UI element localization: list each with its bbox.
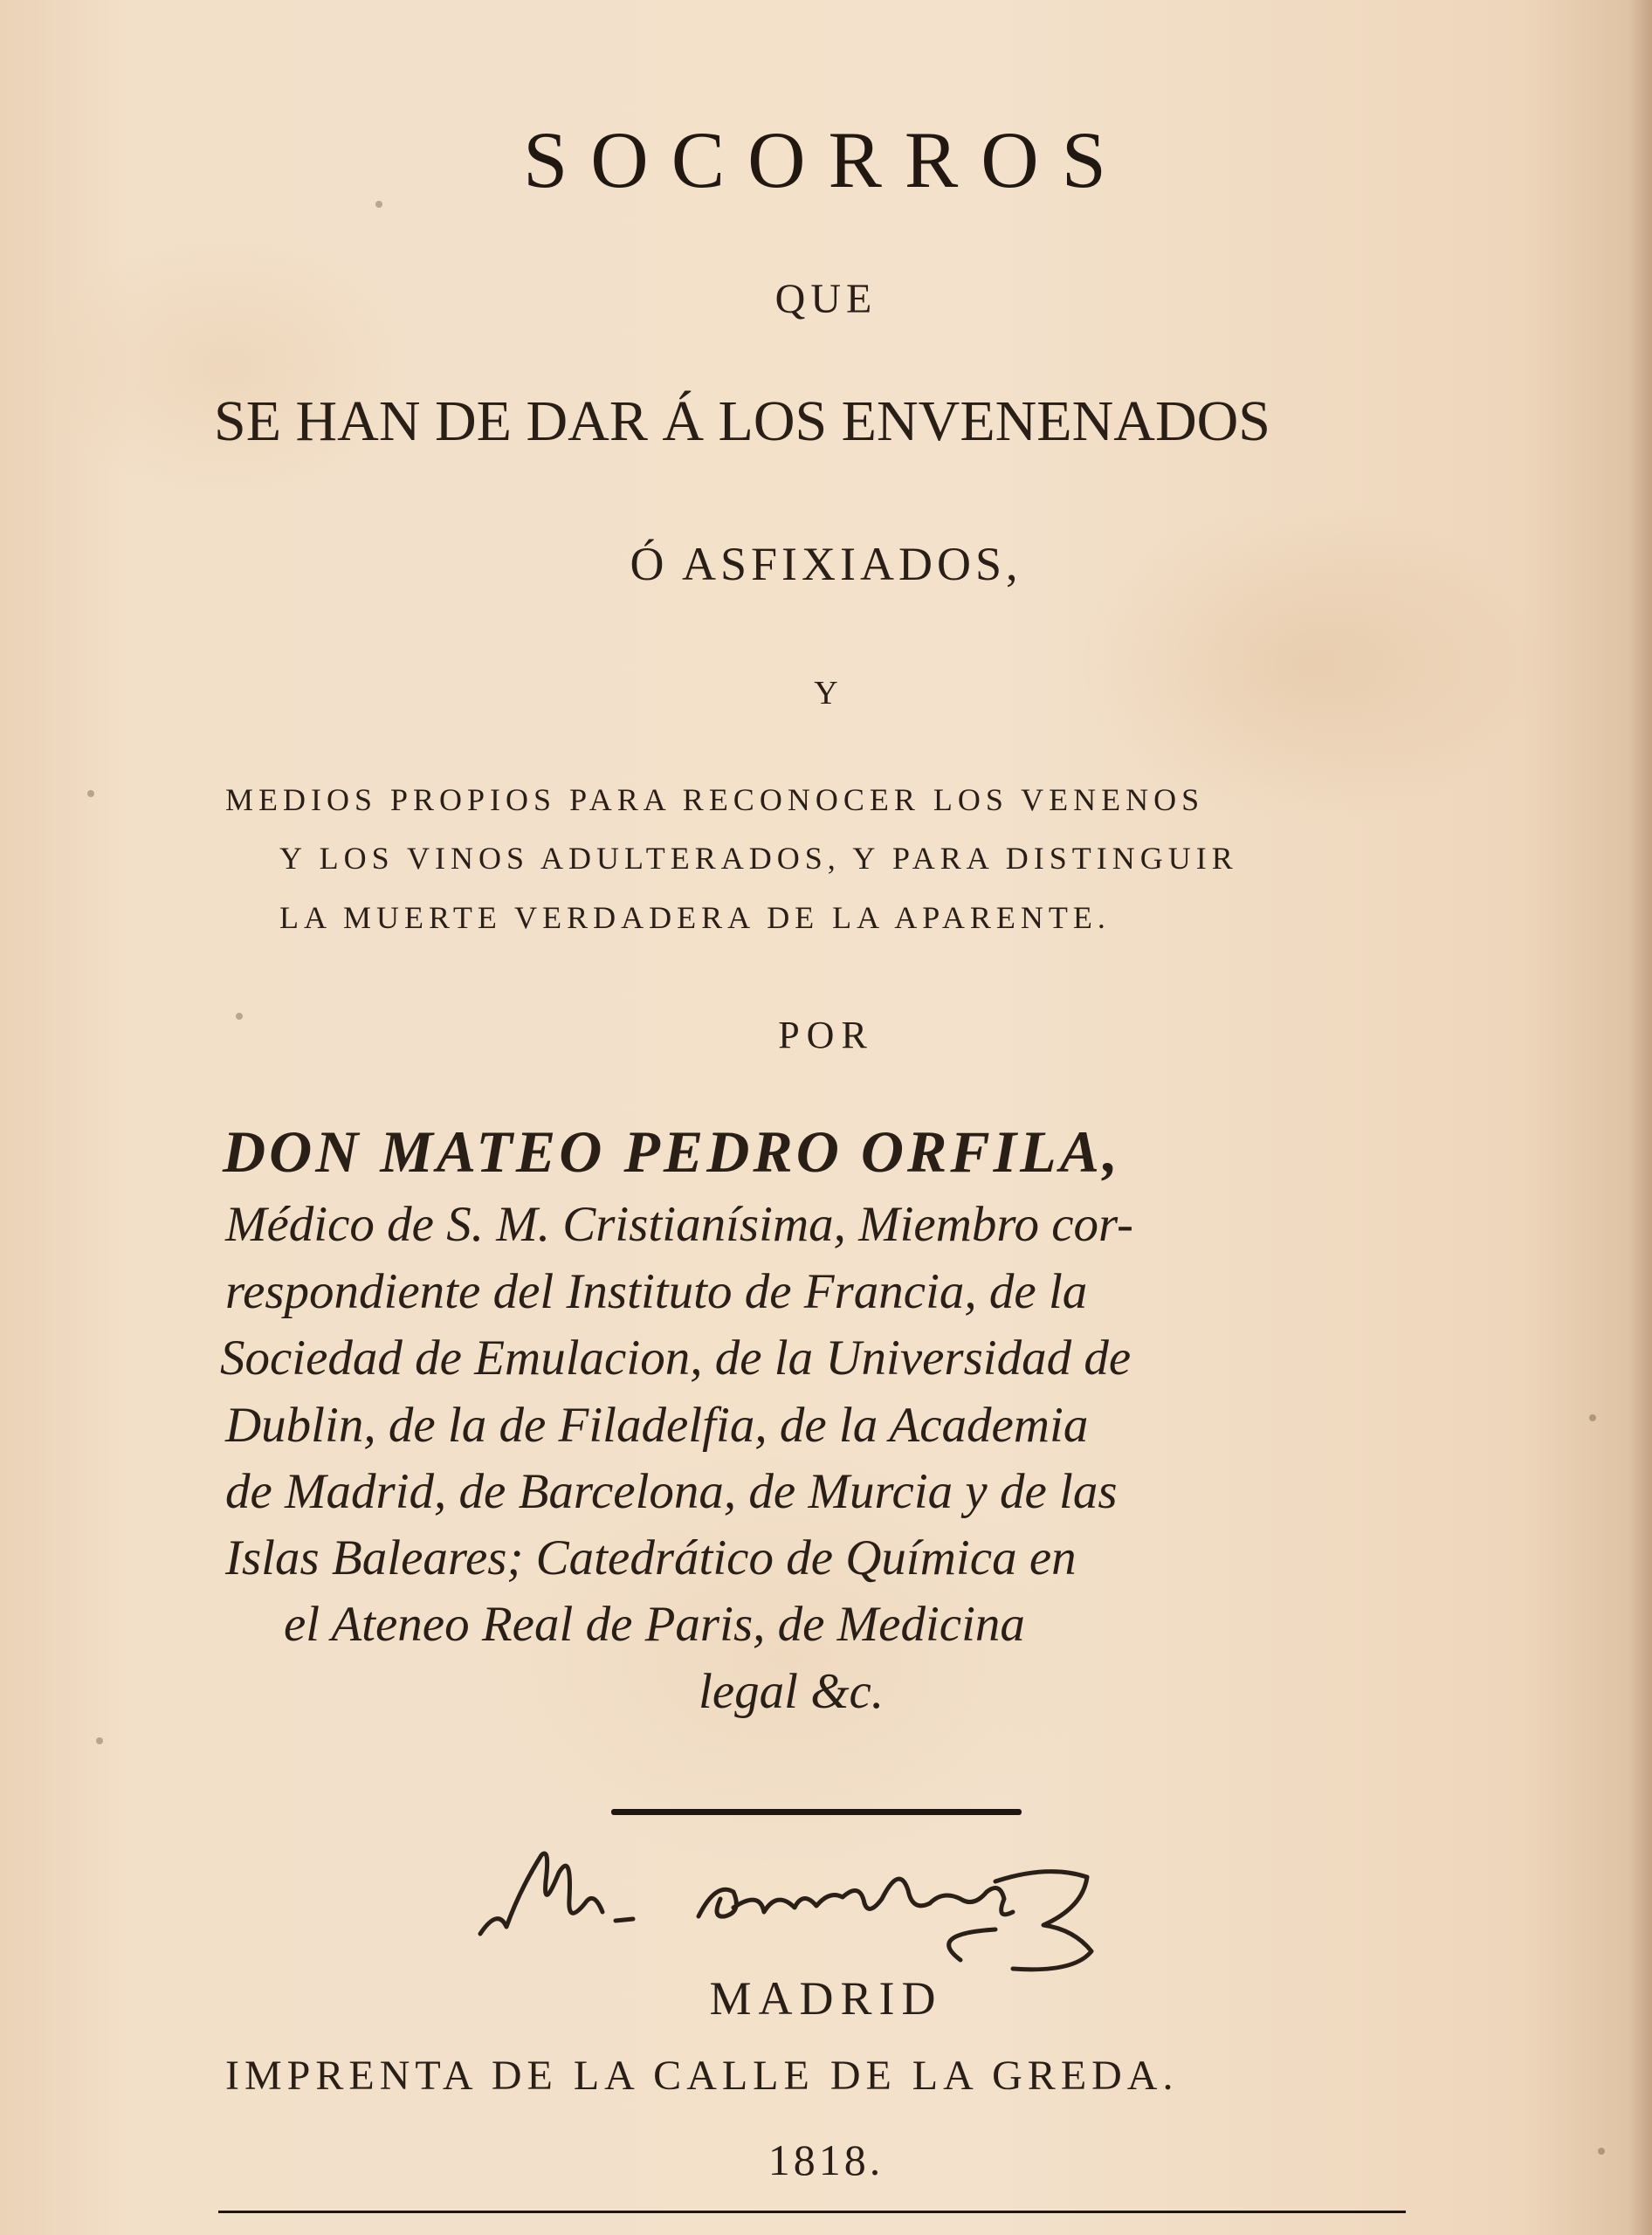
book-title: SOCORROS <box>523 115 1129 204</box>
title-que: QUE <box>774 276 878 322</box>
subtitle-line-3: LA MUERTE VERDADERA DE LA APARENTE. <box>279 900 1111 935</box>
by-line: POR <box>778 1014 874 1056</box>
imprint-year: 1818. <box>767 2135 885 2184</box>
page-edge-shadow <box>1629 0 1652 2235</box>
ink-speck <box>1598 2148 1605 2155</box>
ornamental-rule <box>611 1809 1022 1815</box>
credential-line-3: Sociedad de Emulacion, de la Universidad de <box>220 1331 1132 1386</box>
credential-line-6: Islas Baleares; Catedrático de Química en <box>225 1530 1077 1585</box>
ink-speck <box>375 201 382 208</box>
handwritten-signature <box>472 1829 1153 1977</box>
ink-speck <box>1589 1414 1596 1421</box>
title-conjunction: Y <box>814 675 838 712</box>
bottom-rule <box>218 2211 1406 2213</box>
credential-line-5: de Madrid, de Barcelona, de Murcia y de las <box>225 1464 1118 1519</box>
ink-speck <box>96 1737 103 1744</box>
credential-line-8: legal &c. <box>699 1664 885 1719</box>
ink-speck <box>236 1013 243 1020</box>
credential-line-4: Dublin, de la de Filadelfia, de la Academia <box>225 1398 1089 1453</box>
subtitle-line-2: Y LOS VINOS ADULTERADOS, Y PARA DISTINGUIR <box>279 841 1238 876</box>
ink-speck <box>87 790 94 797</box>
author-name: DON MATEO PEDRO ORFILA, <box>223 1118 1122 1185</box>
subtitle-line-1: MEDIOS PROPIOS PARA RECONOCER LOS VENENOS <box>225 782 1205 817</box>
credential-line-2: respondiente del Instituto de Francia, de la <box>225 1264 1088 1319</box>
imprint-city: MADRID <box>709 1972 943 2025</box>
credential-line-7: el Ateneo Real de Paris, de Medicina <box>284 1597 1025 1652</box>
title-line-envenenados: SE HAN DE DAR Á LOS ENVENENADOS <box>214 389 1270 453</box>
credential-line-1: Médico de S. M. Cristianísima, Miembro cor- <box>225 1197 1134 1252</box>
title-line-asfixiados: Ó ASFIXIADOS, <box>630 538 1022 590</box>
imprint-printer: IMPRENTA DE LA CALLE DE LA GREDA. <box>225 2053 1179 2099</box>
